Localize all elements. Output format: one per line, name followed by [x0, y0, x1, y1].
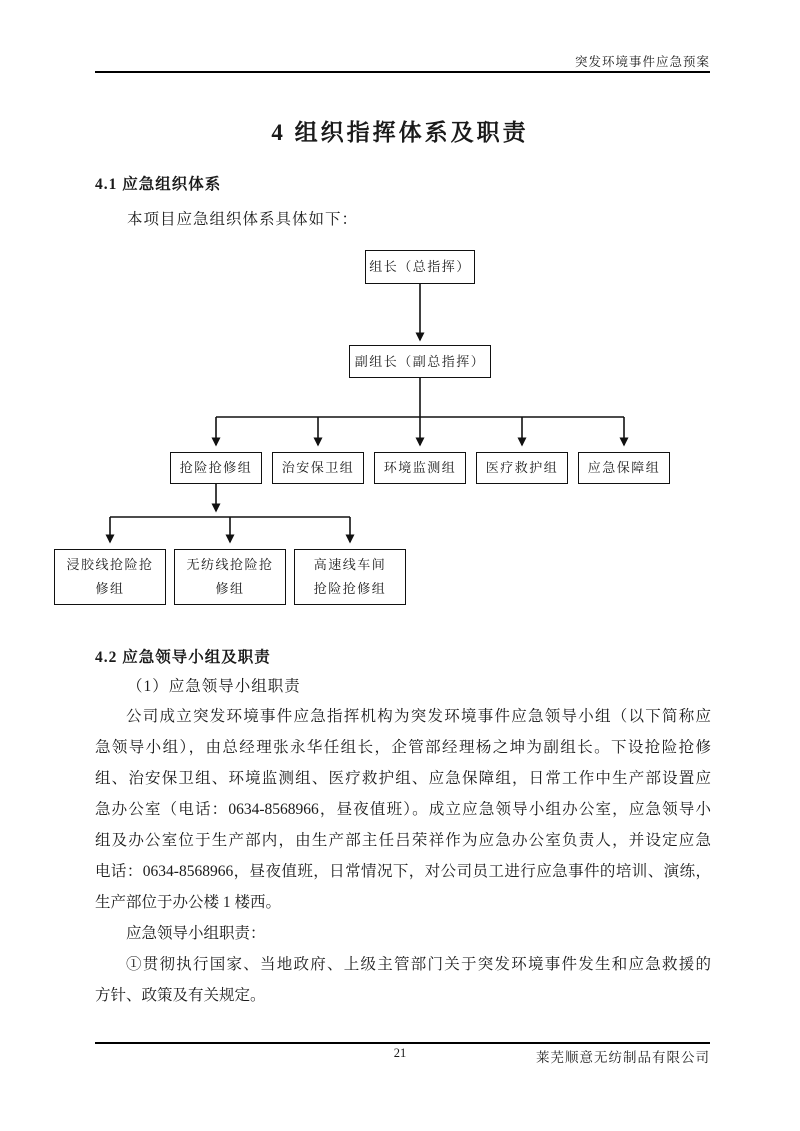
section-heading-4-1: 4.1 应急组织体系 — [95, 176, 222, 193]
org-box-medical: 医疗救护组 — [476, 452, 568, 484]
body-line: 公司成立突发环境事件应急指挥机构为突发环境事件应急领导小组（以下简称应 — [126, 708, 711, 725]
body-line: 方针、政策及有关规定。 — [95, 987, 266, 1004]
org-box-rescue-repair: 抢险抢修组 — [170, 452, 262, 484]
section-4-1-intro: 本项目应急组织体系具体如下： — [127, 211, 359, 228]
chapter-title: 4 组织指挥体系及职责 — [271, 120, 529, 145]
org-box-dipline-team-line1: 浸胶线抢险抢 — [66, 557, 154, 572]
org-box-security: 治安保卫组 — [272, 452, 364, 484]
org-box-nonwoven-team-line2: 修组 — [215, 581, 245, 596]
body-line: 急办公室（电话：0634-8568966，昼夜值班）。成立应急领导小组办公室，应急领导小 — [95, 801, 711, 818]
section-4-2-sub1: （1）应急领导小组职责 — [127, 678, 301, 695]
org-box-leader: 组长（总指挥） — [365, 250, 475, 284]
org-box-nonwoven-team-line1: 无纺线抢险抢 — [186, 557, 274, 572]
footer-rule — [95, 1042, 710, 1044]
org-box-highspeed-team — [294, 549, 406, 605]
body-line: ①贯彻执行国家、当地政府、上级主管部门关于突发环境事件发生和应急救援的 — [126, 956, 711, 973]
body-line: 电话：0634-8568966，昼夜值班，日常情况下，对公司员工进行应急事件的培训、演练， — [95, 863, 711, 880]
org-box-dipline-team-line2: 修组 — [95, 581, 125, 596]
body-line: 急领导小组），由总经理张永华任组长，企管部经理杨之坤为副组长。下设抢险抢修 — [95, 739, 711, 756]
body-line: 生产部位于办公楼 1 楼西。 — [95, 894, 282, 911]
page-number: 21 — [393, 1046, 407, 1060]
header-rule — [95, 71, 710, 73]
page-header-title: 突发环境事件应急预案 — [574, 55, 710, 69]
org-box-env-monitoring: 环境监测组 — [374, 452, 466, 484]
org-box-deputy-leader: 副组长（副总指挥） — [349, 345, 491, 378]
org-box-dipline-team — [54, 549, 166, 605]
section-heading-4-2: 4.2 应急领导小组及职责 — [95, 649, 271, 666]
org-chart — [0, 245, 800, 625]
org-box-highspeed-team-line2: 抢险抢修组 — [313, 581, 387, 596]
body-line: 组及办公室位于生产部内，由生产部主任吕荣祥作为应急办公室负责人，并设定应急 — [95, 832, 711, 849]
org-box-highspeed-team-line1: 高速线车间 — [313, 557, 387, 572]
footer-company-name: 莱芜顺意无纺制品有限公司 — [536, 1050, 710, 1065]
org-box-nonwoven-team — [174, 549, 286, 605]
org-box-support: 应急保障组 — [578, 452, 670, 484]
body-line: 应急领导小组职责： — [126, 925, 266, 942]
body-line: 组、治安保卫组、环境监测组、医疗救护组、应急保障组，日常工作中生产部设置应 — [95, 770, 711, 787]
